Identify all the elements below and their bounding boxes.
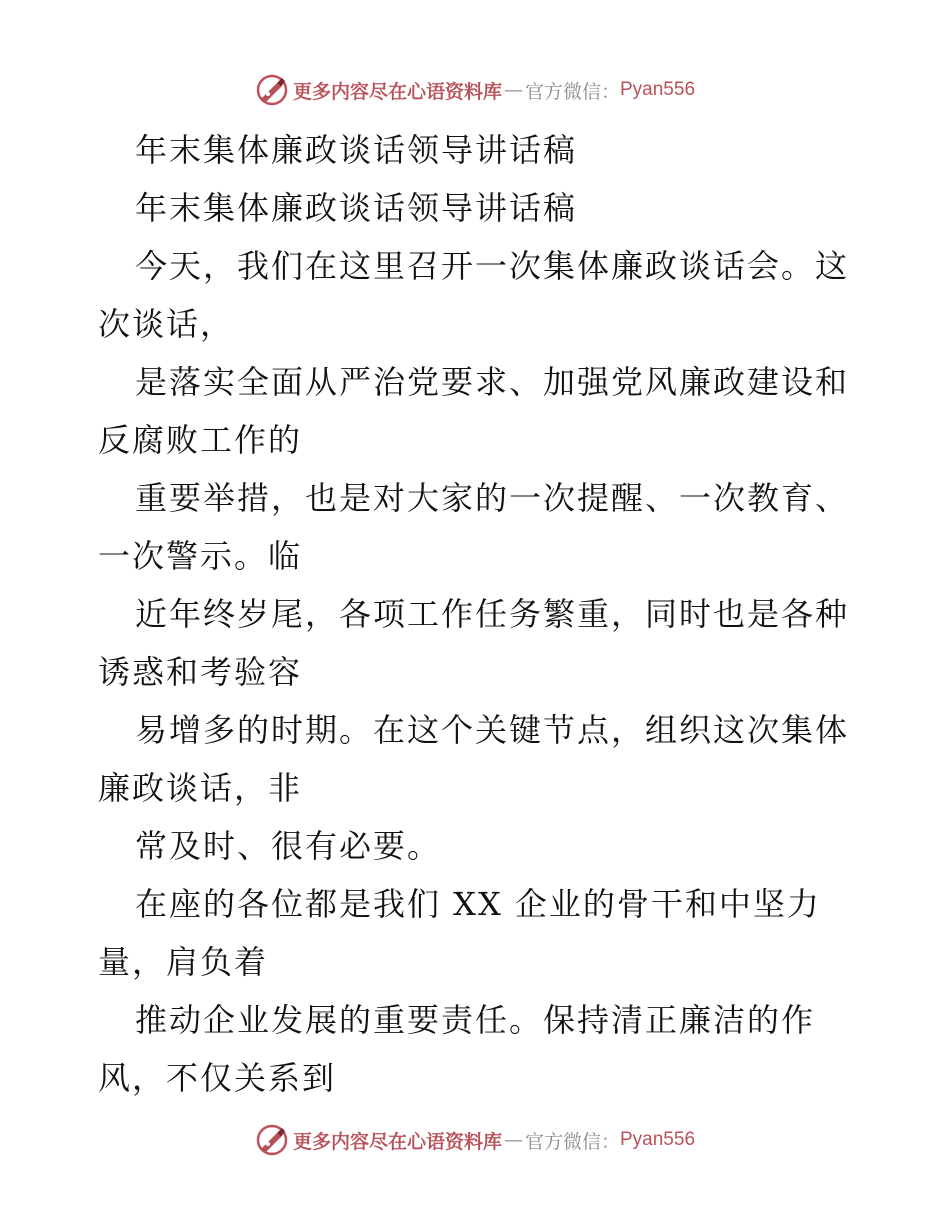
watermark-dash: —: [503, 1129, 523, 1151]
doc-subtitle: 年末集体廉政谈话领导讲话稿: [135, 189, 578, 227]
header-watermark: [0, 70, 950, 110]
pen-logo-icon: [255, 73, 289, 107]
doc-line: 易增多的时期。在这个关键节点，组织这次集体: [135, 711, 850, 749]
watermark-dash: —: [503, 79, 523, 101]
doc-line: 风，不仅关系到: [98, 1059, 337, 1097]
watermark-wechat-id: Pyan556: [620, 79, 696, 100]
doc-line: 常及时、很有必要。: [135, 827, 442, 865]
footer-watermark: [0, 1120, 950, 1160]
doc-line: 诱惑和考验容: [98, 653, 303, 691]
doc-line: 推动企业发展的重要责任。保持清正廉洁的作: [135, 1001, 816, 1039]
doc-line: 反腐败工作的: [98, 421, 303, 459]
doc-line: 近年终岁尾，各项工作任务繁重，同时也是各种: [135, 595, 850, 633]
doc-line: 量，肩负着: [98, 943, 269, 981]
doc-line: 一次警示。临: [98, 537, 303, 575]
document-body: [98, 121, 858, 1107]
doc-line: 次谈话，: [98, 305, 235, 343]
watermark-wechat-label: 官方微信：: [524, 1130, 620, 1153]
pen-logo-icon: [255, 1123, 289, 1157]
watermark-wechat-id: Pyan556: [620, 1129, 696, 1150]
watermark-main-text: 更多内容尽在心语资料库: [292, 1130, 502, 1153]
doc-line: 在座的各位都是我们 XX 企业的骨干和中坚力: [135, 885, 821, 923]
doc-line: 重要举措，也是对大家的一次提醒、一次教育、: [135, 479, 850, 517]
doc-line: 是落实全面从严治党要求、加强党风廉政建设和: [135, 363, 850, 401]
doc-line: 廉政谈话，非: [98, 769, 303, 807]
doc-line: 今天，我们在这里召开一次集体廉政谈话会。这: [135, 247, 850, 285]
watermark-main-text: 更多内容尽在心语资料库: [292, 80, 502, 103]
doc-title: 年末集体廉政谈话领导讲话稿: [135, 131, 578, 169]
watermark-wechat-label: 官方微信：: [524, 80, 620, 103]
